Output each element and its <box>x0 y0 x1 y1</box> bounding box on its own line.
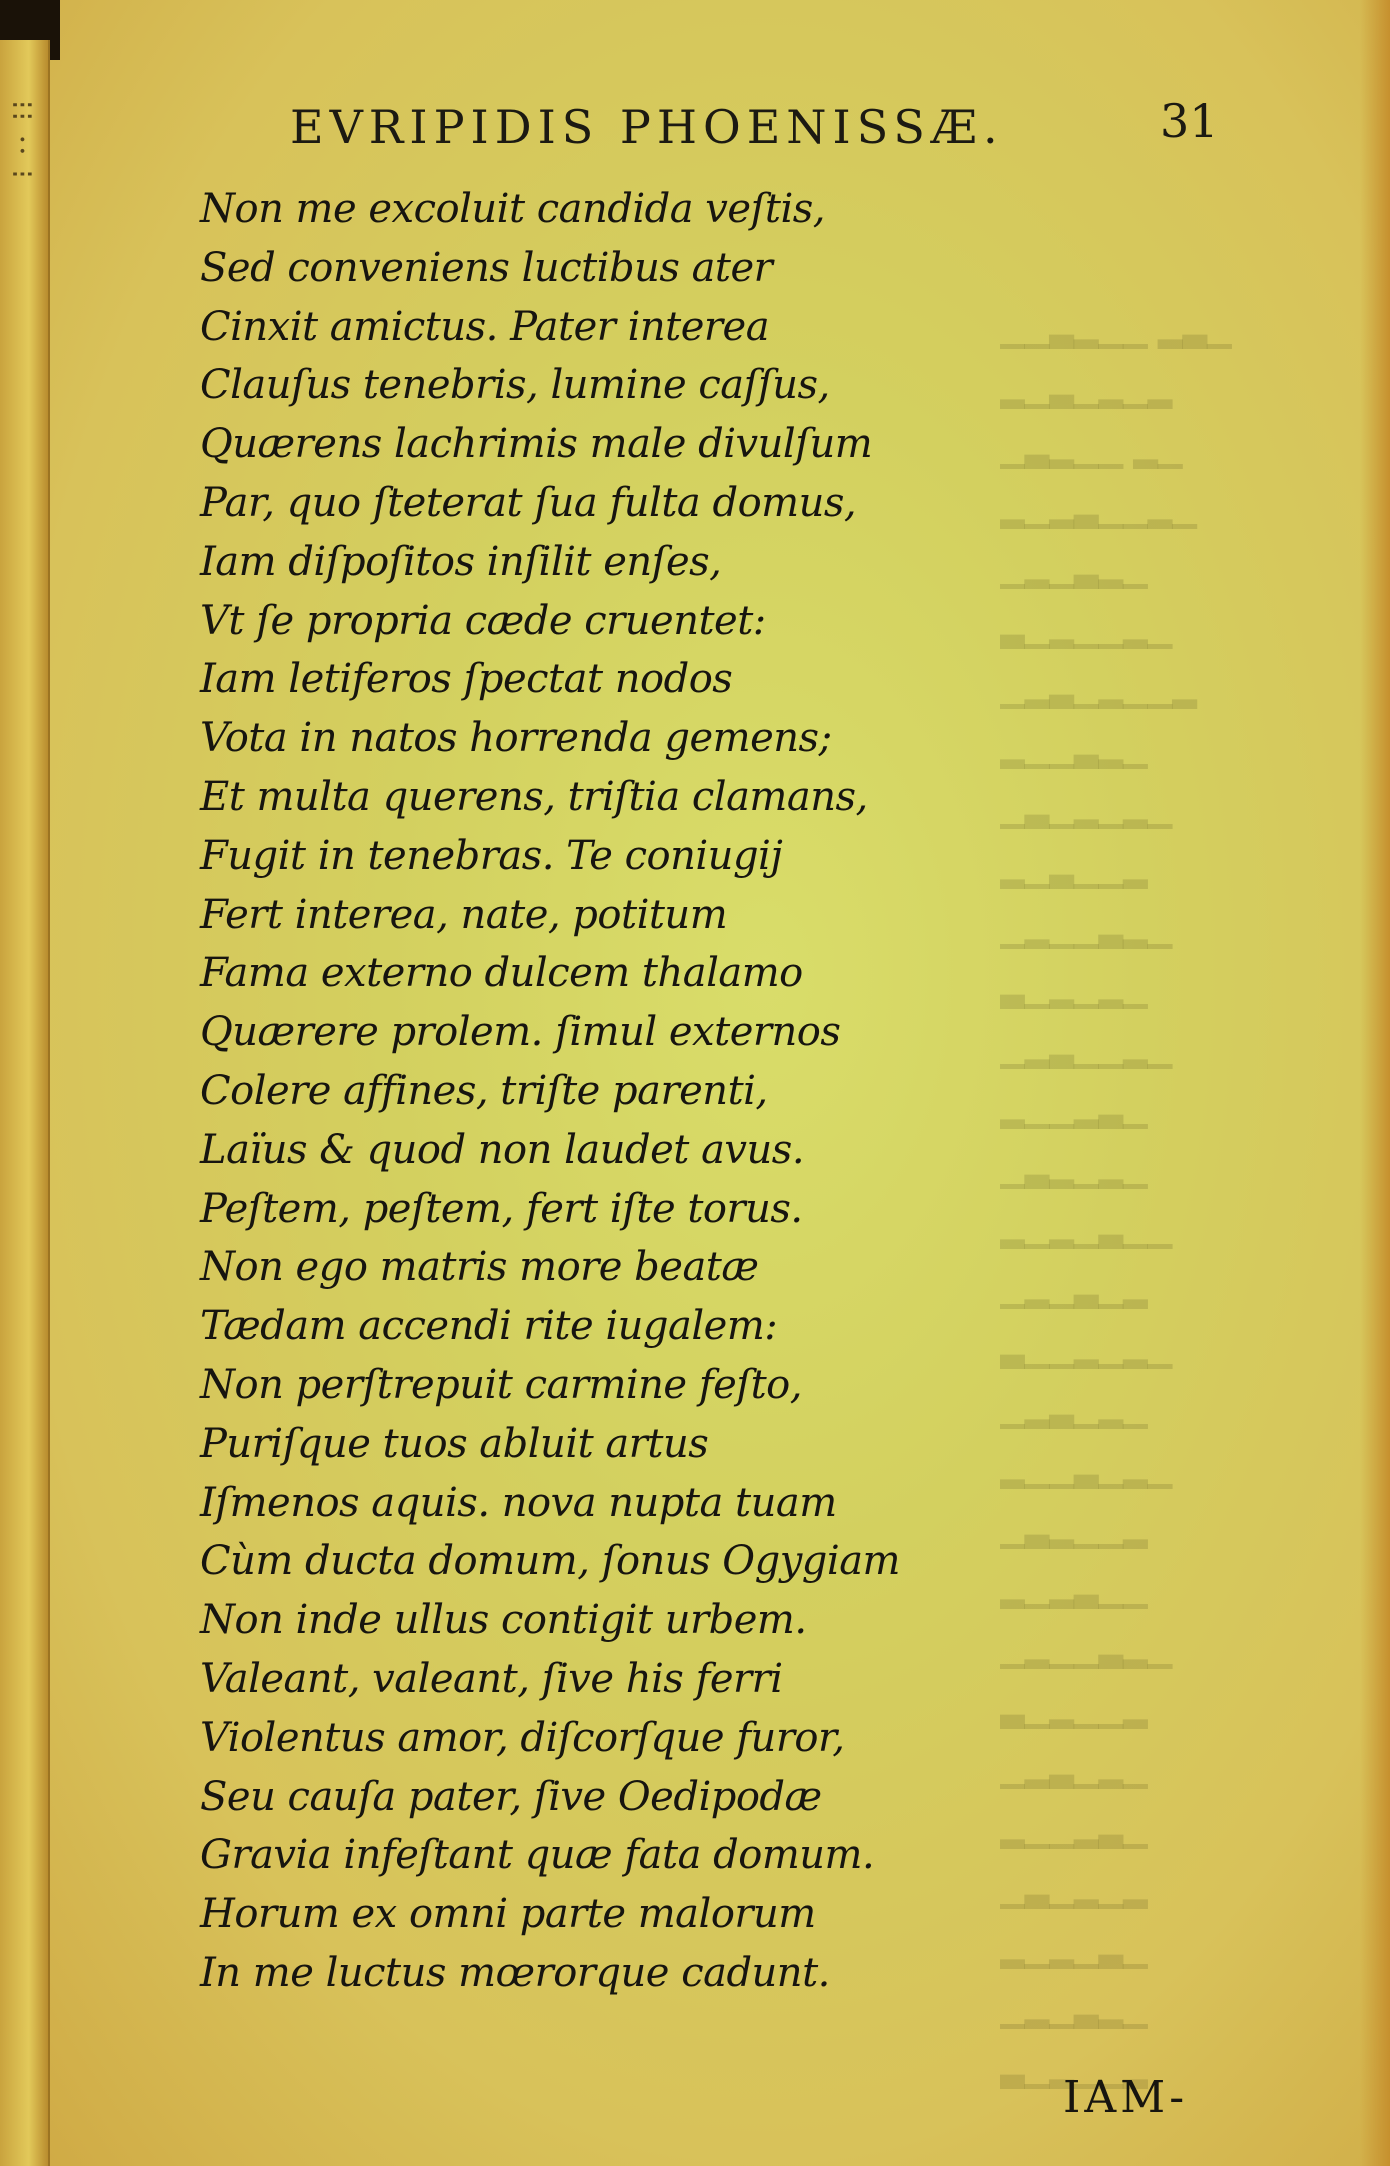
verse-line: Par, quo ſteterat ſua fulta domus, <box>200 479 857 526</box>
verse-line: In me luctus mœrorque cadunt. <box>200 1949 830 1996</box>
verse-line: Non me excoluit candida veſtis, <box>200 186 825 232</box>
verse-line: Vota in natos horrenda gemens; <box>200 715 832 762</box>
page-edge-shadow <box>1360 0 1390 2166</box>
verse-line: Colere affines, triſte parenti, <box>200 1067 768 1114</box>
verse-line: Fama externo dulcem thalamo <box>200 950 803 997</box>
verse-line: Iſmenos aquis. nova nupta tuam <box>200 1479 837 1526</box>
running-head: EVRIPIDIS PHOENISSÆ. <box>290 100 1004 154</box>
verse-line: Quærere prolem. ſimul externos <box>200 1009 841 1056</box>
verse-line: Cùm ducta domum, ſonus Ogygiam <box>200 1538 900 1585</box>
verse-line: Non inde ullus contigit urbem. <box>200 1597 807 1644</box>
verse-line: Vt ſe propria cæde cruentet: <box>200 597 766 644</box>
verse-line: Violentus amor, diſcorſque furor, <box>200 1714 845 1761</box>
verse-line: Gravia infeſtant quæ fata domum. <box>200 1832 875 1879</box>
catchword: IAM- <box>1063 2072 1189 2123</box>
verse-line: Quærens lachrimis male divulſum <box>200 421 873 468</box>
verse-line: Puriſque tuos abluit artus <box>200 1420 709 1467</box>
verse-line: Non ego matris more beatæ <box>200 1244 759 1291</box>
verse-line: Iam diſpoſitos inſilit enſes, <box>200 538 722 585</box>
verse-line: Non perſtrepuit carmine feſto, <box>200 1361 802 1408</box>
verse-line: Seu cauſa pater, ſive Oedipodæ <box>200 1773 822 1820</box>
verse-block <box>200 180 940 2003</box>
verse-line: Fert interea, nate, potitum <box>200 891 728 938</box>
verse-line: Peſtem, peſtem, fert iſte torus. <box>200 1185 803 1232</box>
verse-line: Valeant, valeant, ſive his ferri <box>200 1655 783 1702</box>
verse-line: Clauſus tenebris, lumine caſſus, <box>200 362 830 409</box>
verse-line: Iam letiferos ſpectat nodos <box>200 656 733 703</box>
verse-line: Et multa querens, triſtia clamans, <box>200 773 868 820</box>
verse-line: Tædam accendi rite iugalem: <box>200 1303 778 1350</box>
verse-line: Horum ex omni parte malorum <box>200 1891 816 1938</box>
facing-page-edge <box>0 40 50 2166</box>
facing-page-marks: ⁝⁝ ·· ⁝ <box>4 100 39 181</box>
verse-line: Laïus & quod non laudet avus. <box>200 1126 805 1173</box>
show-through-texture: ▁▁▃▂▁▁ ▂▃▁ ▂▁▃▁▂▁▂ ▁▃▂▁▁ ▂▁ ▂▁▂▃▁▁▂▁ ▁▂▁▃▂▁ ▃▁▂▁▁▂▁ ▁▂▃▁▂▁▁▂ ▂▁▁▃▂▁ ▁▃▁▂▁▂▁ ▂▁▃▁▁▂ ▁▂▁▁▃▂▁ ▃▁▂▁▂▁ ▁▂▃▁▁▂▁ ▂▁▁▂▃▁ ▁▃▂▁▂▁ ▂▁▂▁▃▁▁ ▁▂▁▃▁▂ ▃▁▁▂▁▂▁ ▁▂▃▁▂▁ ▂▁▁▃▁▂▁ ▁▃▂▁▁▂ ▂▁▂▃▁▁ ▁▂▁▁▃▂▁ ▃▁▂▁▁▂ ▁▂▃▁▂▁ ▂▁▁▂▃▁ ▁▃▁▂▁▂ ▂▁▂▁▃▁ ▁▂▁▃▂▁ ▃▁▂▁▁▂ <box>1000 311 1232 2089</box>
verse-line: Sed conveniens luctibus ater <box>200 244 773 291</box>
verse-line: Cinxit amictus. Pater interea <box>200 303 770 350</box>
page-number: 31 <box>1160 94 1219 148</box>
verse-line: Fugit in tenebras. Te coniugij <box>200 832 783 879</box>
